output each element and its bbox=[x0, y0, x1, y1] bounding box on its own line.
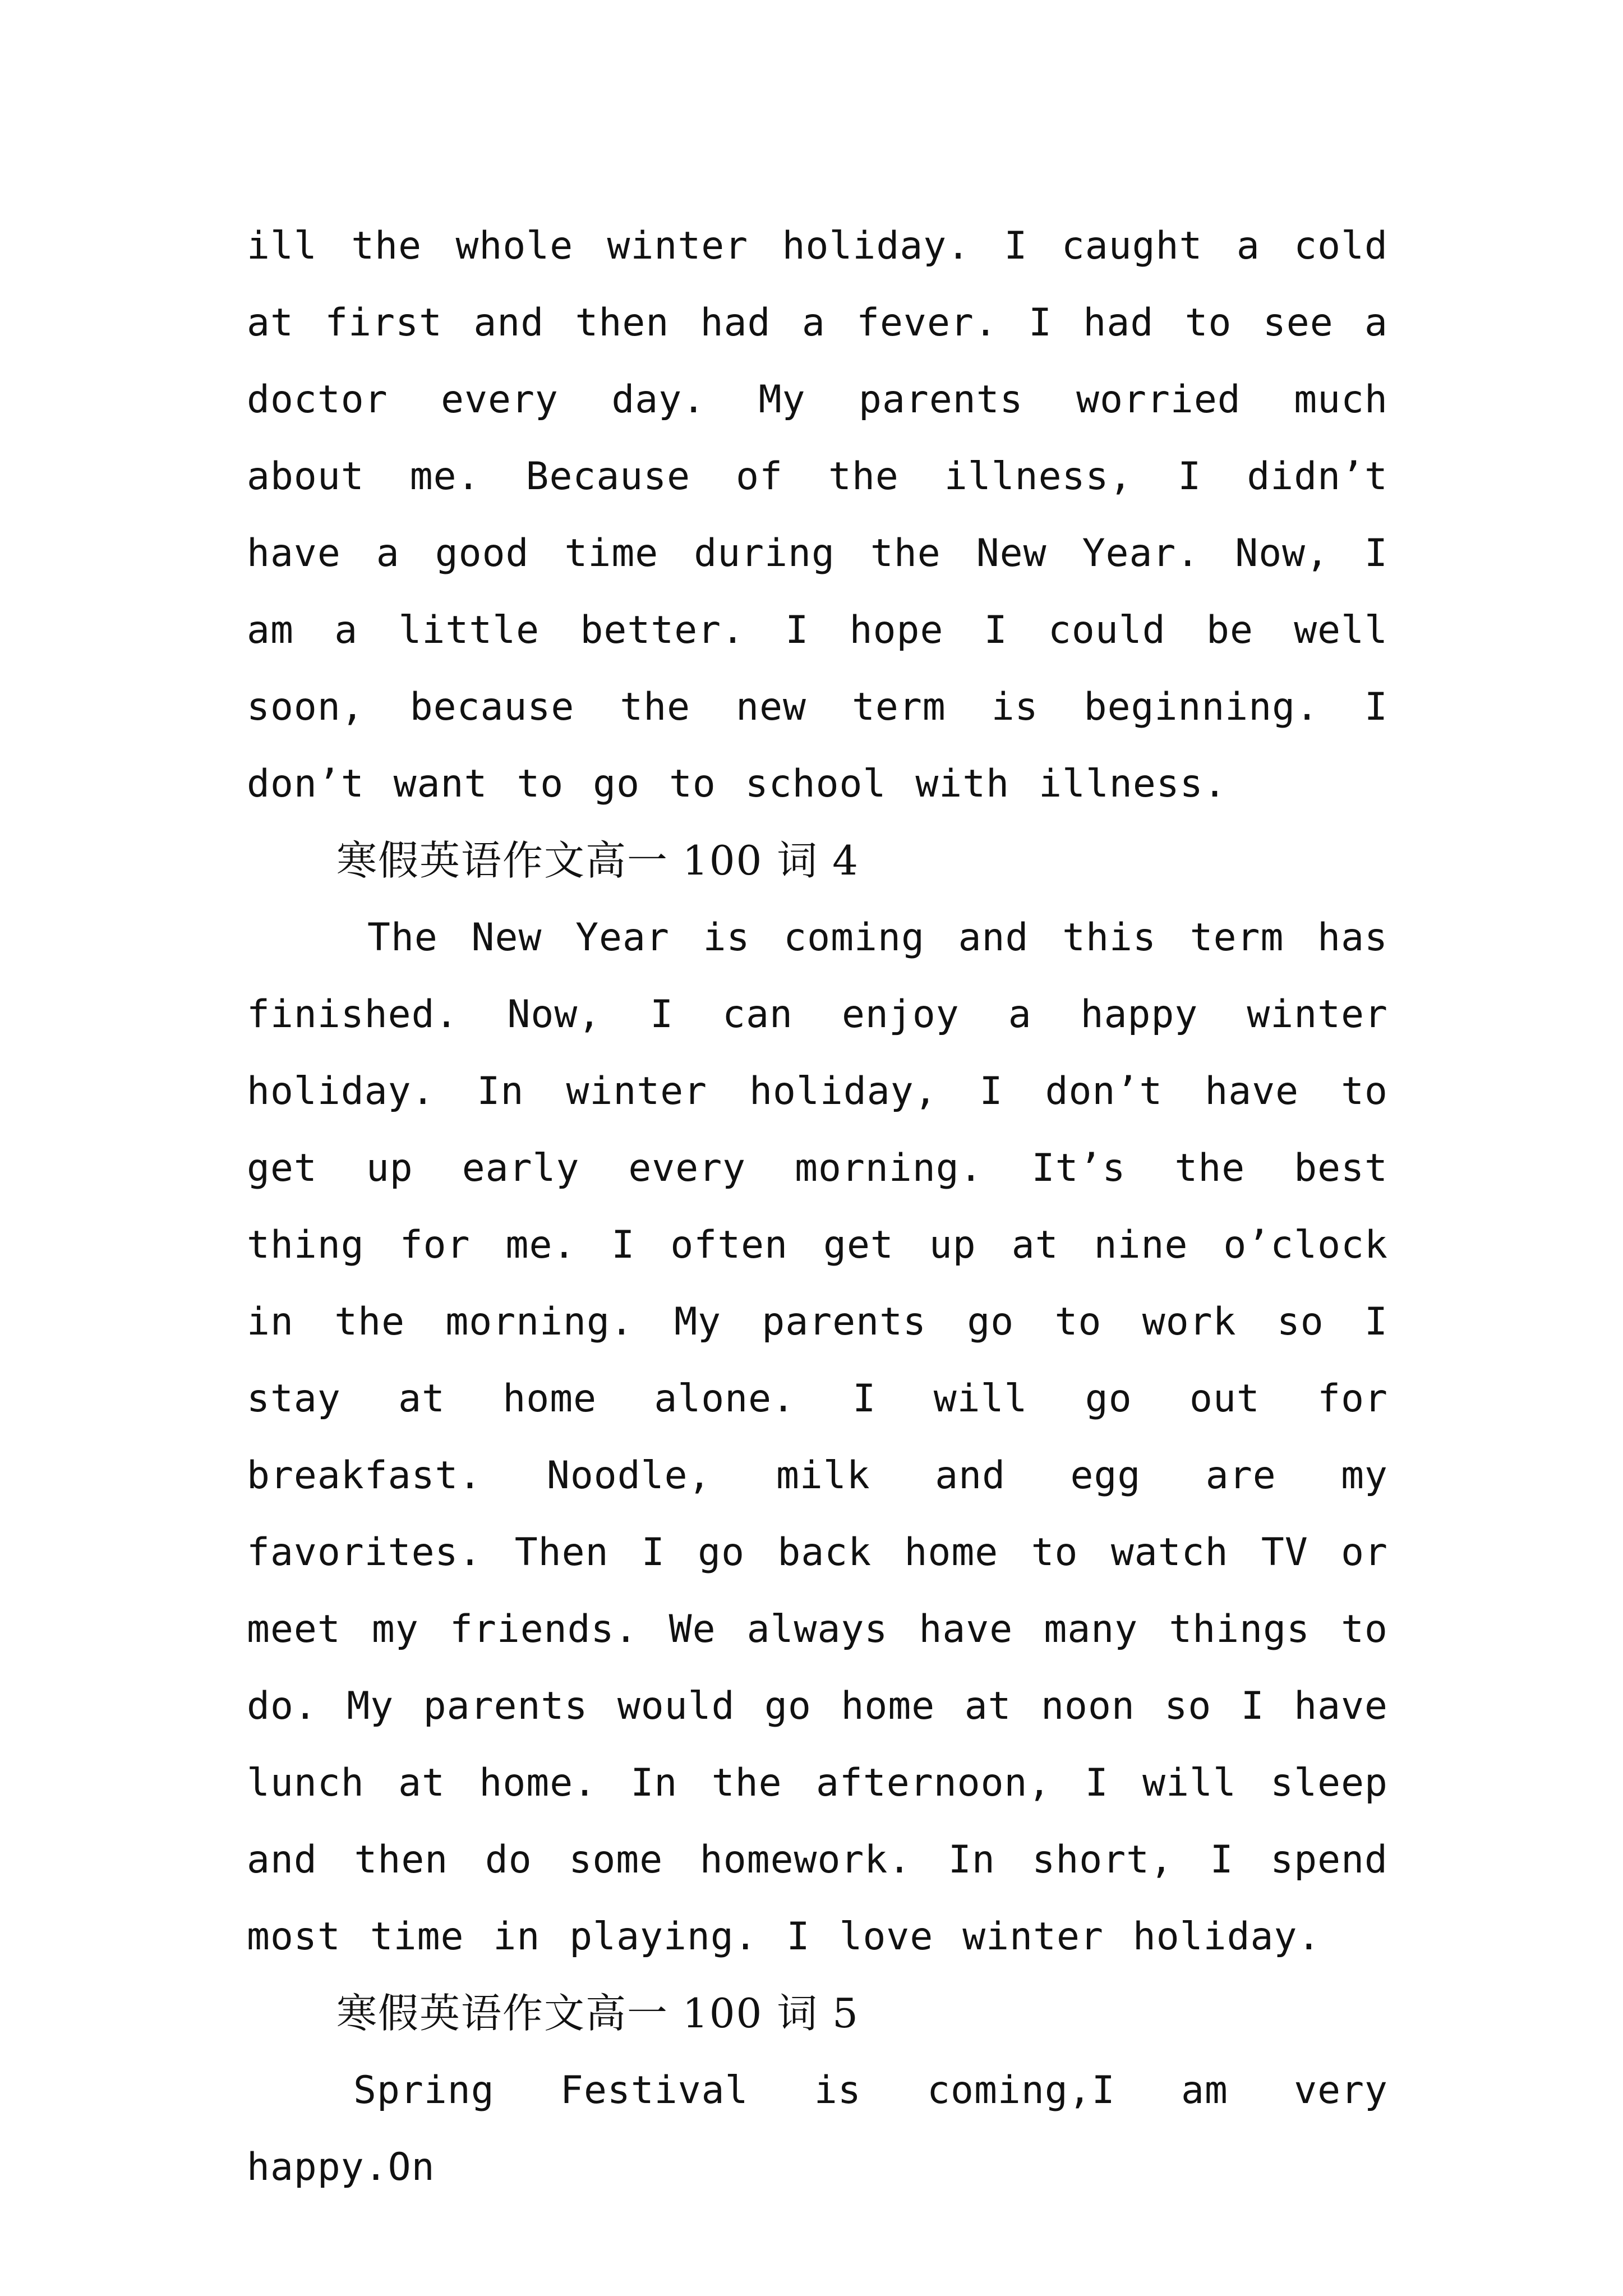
essay-4-heading: 寒假英语作文高一 100 词 4 bbox=[336, 837, 859, 884]
essay-4-paragraph: The New Year is coming and this term has finished. Now, I can enjoy a happy winter holiday. In winter holiday, I don’t have to get up early every morning. It’s the best thing for me. I often get up at nine o’clock in the morning. My parents go to work so I stay at home alone. I will go out for breakfast. Noodle, milk and egg are my favorites. Then I go back home to watch TV or meet my friends. We always have many things to do. My parents would go home at noon so I have lunch at home. In the afternoon, I will sleep and then do some homework. In short, I spend most time in playing. I love winter holiday. bbox=[247, 915, 1388, 1959]
essay-3-paragraph: ill the whole winter holiday. I caught a cold at first and then had a fever. I had to see a doctor every day. My parents worried much about me. Because of the illness, I didn’t have a good time during the New Year. Now, I am a little better. I hope I could be well soon, because the new term is beginning. I don’t want to go to school with illness. bbox=[247, 224, 1388, 806]
essay-5-heading: 寒假英语作文高一 100 词 5 bbox=[336, 1990, 859, 2037]
document-body bbox=[247, 208, 1388, 2206]
essay-5-paragraph: Spring Festival is coming,I am very happy.On bbox=[247, 2068, 1388, 2189]
